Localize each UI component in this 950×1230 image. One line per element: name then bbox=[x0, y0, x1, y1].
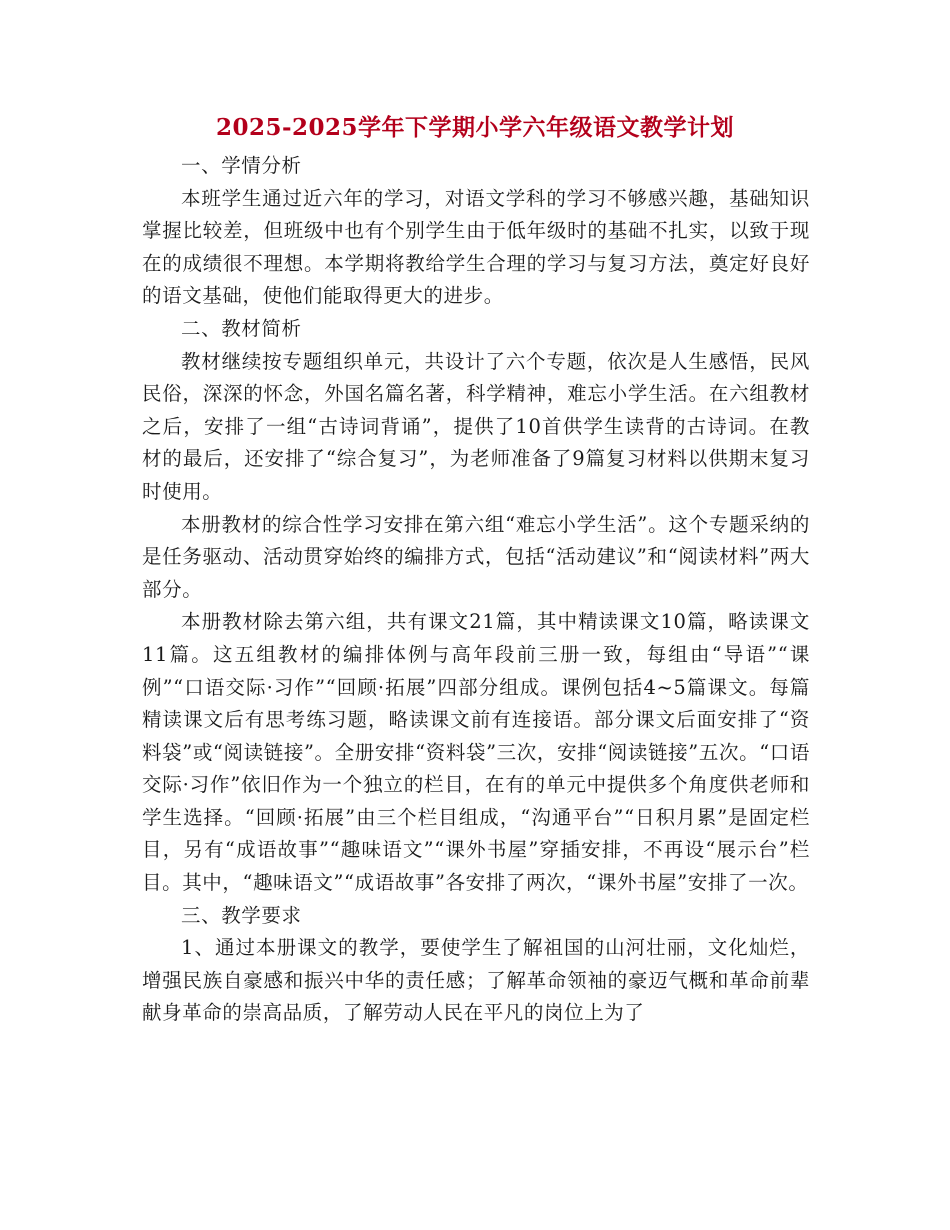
document-body bbox=[142, 150, 810, 1030]
section-heading-2: 二、教材简析 bbox=[181, 316, 302, 340]
section-heading-1: 一、学情分析 bbox=[181, 154, 302, 177]
paragraph: 本册教材的综合性学习安排在第六组“难忘小学生活”。这个专题采纳的是任务驱动、活动贯穿始终的编排方式，包括“活动建议”和“阅读材料”两大部分。 bbox=[142, 512, 810, 601]
section-heading-3: 三、教学要求 bbox=[181, 903, 302, 927]
paragraph: 本册教材除去第六组，共有课文21篇，其中精读课文10篇，略读课文11篇。这五组教材的编排体例与高年段前三册一致，每组由“导语”“课例”“口语交际·习作”“回顾·拓展”四部分组成。课例包括4~5篇课文。每篇精读课文后有思考练习题，略读课文前有连接语。部分课文后面安排了“资料袋”或“阅读链接”。全册安排“资料袋”三次，安排“阅读链接”五次。“口语交际·习作”依旧作为一个独立的栏目，在有的单元中提供多个角度供老师和学生选择。“回顾·拓展”由三个栏目组成，“沟通平台”“日积月累”是固定栏目，另有“成语故事”“趣味语文”“课外书屋”穿插安排，不再设“展示台”栏目。其中，“趣味语文”“成语故事”各安排了两次，“课外书屋”安排了一次。 bbox=[142, 610, 810, 895]
paragraph: 1、通过本册课文的教学，要使学生了解祖国的山河壮丽，文化灿烂，增强民族自豪感和振兴中华的责任感；了解革命领袖的豪迈气概和革命前辈献身革命的崇高品质，了解劳动人民在平凡的岗位上为了 bbox=[142, 936, 810, 1025]
paragraph: 本班学生通过近六年的学习，对语文学科的学习不够感兴趣，基础知识掌握比较差，但班级中也有个别学生由于低年级时的基础不扎实，以致于现在的成绩很不理想。本学期将教给学生合理的学习与复习方法，奠定好良好的语文基础，使他们能取得更大的进步。 bbox=[142, 186, 810, 308]
paragraph: 教材继续按专题组织单元，共设计了六个专题，依次是人生感悟，民风民俗，深深的怀念，外国名篇名著，科学精神，难忘小学生活。在六组教材之后，安排了一组“古诗词背诵”，提供了10首供学生读背的古诗词。在教材的最后，还安排了“综合复习”，为老师准备了9篇复习材料以供期末复习时使用。 bbox=[142, 349, 810, 503]
document-title: 2025-2025学年下学期小学六年级语文教学计划 bbox=[215, 114, 735, 141]
